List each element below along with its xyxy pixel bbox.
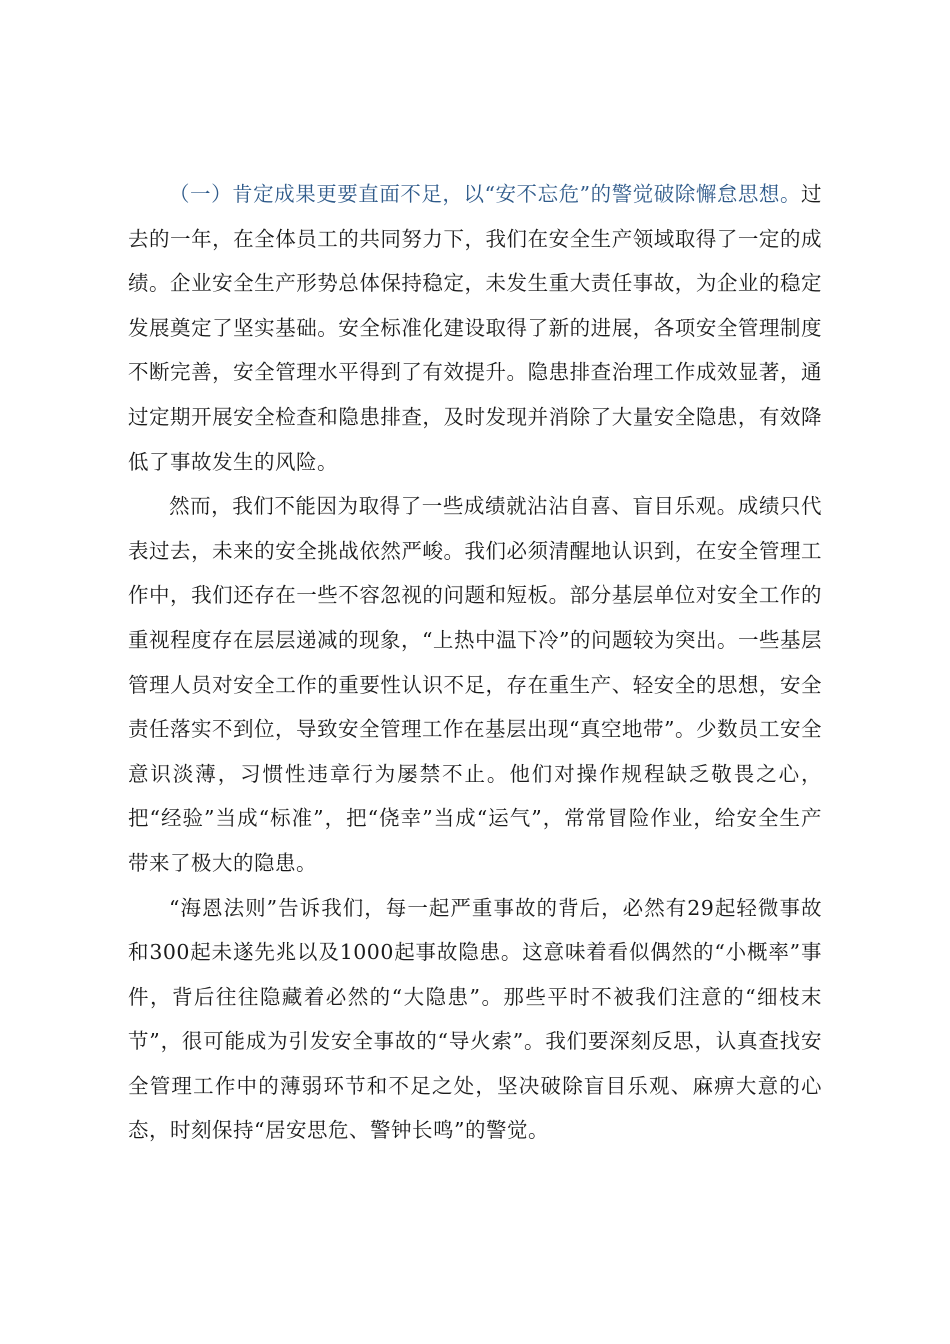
paragraph-text: 然而，我们不能因为取得了一些成绩就沾沾自喜、盲目乐观。成绩只代表过去，未来的安全挑战依然严峻。我们必须清醒地认识到，在安全管理工作中，我们还存在一些不容忽视的问题和短板。部分基层单位对安全工作的重视程度存在层层递减的现象，“上热中温下冷”的问题较为突出。一些基层管理人员对安全工作的重要性认识不足，存在重生产、轻安全的思想，安全责任落实不到位，导致安全管理工作在基层出现“真空地带”。少数员工安全意识淡薄，习惯性违章行为屡禁不止。他们对操作规程缺乏敬畏之心，把“经验”当成“标准”，把“侥幸”当成“运气”，常常冒险作业，给安全生产带来了极大的隐患。 (128, 494, 822, 875)
paragraph-1 (128, 172, 822, 484)
section-heading: （一）肯定成果更要直面不足，以“安不忘危”的警觉破除懈怠思想。 (169, 182, 801, 206)
paragraph-2 (128, 484, 822, 885)
paragraph-text: 过去的一年，在全体员工的共同努力下，我们在安全生产领域取得了一定的成绩。企业安全生产形势总体保持稳定，未发生重大责任事故，为企业的稳定发展奠定了坚实基础。安全标准化建设取得了新的进展，各项安全管理制度不断完善，安全管理水平得到了有效提升。隐患排查治理工作成效显著，通过定期开展安全检查和隐患排查，及时发现并消除了大量安全隐患，有效降低了事故发生的风险。 (128, 182, 822, 474)
paragraph-text: “海恩法则”告诉我们，每一起严重事故的背后，必然有29起轻微事故和300起未遂先兆以及1000起事故隐患。这意味着看似偶然的“小概率”事件，背后往往隐藏着必然的“大隐患”。那些平时不被我们注意的“细枝末节”，很可能成为引发安全事故的“导火索”。我们要深刻反思，认真查找安全管理工作中的薄弱环节和不足之处，坚决破除盲目乐观、麻痹大意的心态，时刻保持“居安思危、警钟长鸣”的警觉。 (128, 895, 822, 1143)
document-body (128, 172, 822, 1153)
paragraph-3 (128, 886, 822, 1154)
